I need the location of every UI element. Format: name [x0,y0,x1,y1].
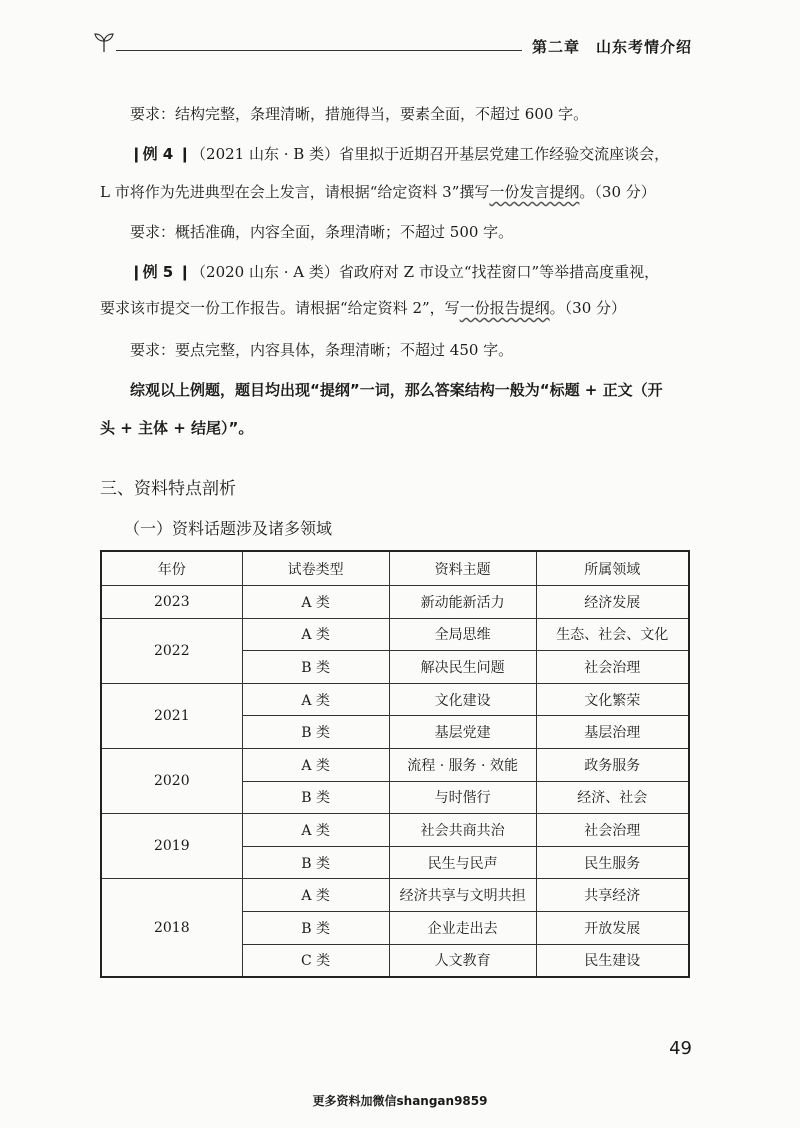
sprout-icon [92,30,116,54]
example-5-text: （2020 山东 · A 类）省政府对 Z 市设立“找茬窗口”等举措高度重视， [191,263,660,281]
type-cell: C 类 [242,944,389,977]
year-cell: 2019 [101,814,242,879]
type-cell: A 类 [242,618,389,651]
table-header-row [101,551,689,586]
section-title: 三、资料特点剖析 [100,479,236,499]
type-cell: B 类 [242,846,389,879]
type-cell: B 类 [242,651,389,684]
example-5-text-2: 要求该市提交一份工作报告。请根据“给定资料 2”，写 [100,299,460,317]
type-cell: A 类 [242,748,389,781]
field-cell: 经济发展 [536,586,689,619]
table-row [101,814,689,847]
example-5-tag: ❙例 5 ❙ [130,263,192,281]
topic-cell: 全局思维 [389,618,536,651]
topic-cell: 新动能新活力 [389,586,536,619]
example-5-keyword: 一份报告提纲 [459,299,550,317]
topic-cell: 流程 · 服务 · 效能 [389,748,536,781]
topic-cell: 经济共享与文明共担 [389,879,536,912]
table-body [101,586,689,978]
header-type: 试卷类型 [242,551,389,586]
year-cell: 2021 [101,683,242,748]
topic-cell: 与时偕行 [389,781,536,814]
type-cell: A 类 [242,879,389,912]
year-cell: 2020 [101,748,242,813]
running-header [92,30,692,60]
summary-line-2: 头 + 主体 + 结尾）”。 [100,419,254,437]
chapter-title: 第二章 山东考情介绍 [531,38,692,56]
type-cell: B 类 [242,716,389,749]
example-5-line-1 [130,262,730,282]
header-rule [116,50,522,51]
example-4-keyword: 一份发言提纲 [489,183,580,201]
example-4-tag: ❙例 4 ❙ [130,145,192,163]
topic-cell: 企业走出去 [389,911,536,944]
example-5-line-2 [100,298,700,318]
header-field: 所属领域 [536,551,689,586]
year-cell: 2023 [101,586,242,619]
example-4-line-1 [130,144,730,164]
field-cell: 基层治理 [536,716,689,749]
header-year: 年份 [101,551,242,586]
example-4-text-2: L 市将作为先进典型在会上发言，请根据“给定资料 3”撰写 [100,183,490,201]
requirement-3: 要求：要点完整，内容具体，条理清晰；不超过 450 字。 [130,341,514,359]
topic-cell: 民生与民声 [389,846,536,879]
field-cell: 民生建设 [536,944,689,977]
field-cell: 生态、社会、文化 [536,618,689,651]
table-row [101,618,689,651]
page-number: 49 [669,1038,692,1059]
type-cell: A 类 [242,814,389,847]
year-cell: 2018 [101,879,242,977]
table-row [101,586,689,619]
topics-table [100,550,690,978]
topic-cell: 人文教育 [389,944,536,977]
summary-line-1: 综观以上例题，题目均出现“提纲”一词，那么答案结构一般为“标题 + 正文（开 [130,381,663,399]
field-cell: 社会治理 [536,814,689,847]
table-row [101,879,689,912]
field-cell: 共享经济 [536,879,689,912]
example-4-text: （2021 山东 · B 类）省里拟于近期召开基层党建工作经验交流座谈会， [191,145,670,163]
header-topic: 资料主题 [389,551,536,586]
example-4-score: 。（30 分） [579,183,656,201]
field-cell: 政务服务 [536,748,689,781]
requirement-2: 要求：概括准确，内容全面，条理清晰；不超过 500 字。 [130,223,514,241]
type-cell: B 类 [242,781,389,814]
field-cell: 开放发展 [536,911,689,944]
subsection-title: （一）资料话题涉及诸多领域 [124,519,333,538]
topic-cell: 社会共商共治 [389,814,536,847]
requirement-1: 要求：结构完整，条理清晰，措施得当，要素全面，不超过 600 字。 [130,105,589,123]
example-4-line-2 [100,182,700,202]
topic-cell: 基层党建 [389,716,536,749]
table-row [101,683,689,716]
field-cell: 民生服务 [536,846,689,879]
field-cell: 经济、社会 [536,781,689,814]
table-row [101,748,689,781]
year-cell: 2022 [101,618,242,683]
type-cell: B 类 [242,911,389,944]
footer-note: 更多资料加微信shangan9859 [312,1094,488,1108]
field-cell: 文化繁荣 [536,683,689,716]
topic-cell: 解决民生问题 [389,651,536,684]
type-cell: A 类 [242,683,389,716]
type-cell: A 类 [242,586,389,619]
field-cell: 社会治理 [536,651,689,684]
example-5-score: 。（30 分） [549,299,627,317]
topic-cell: 文化建设 [389,683,536,716]
